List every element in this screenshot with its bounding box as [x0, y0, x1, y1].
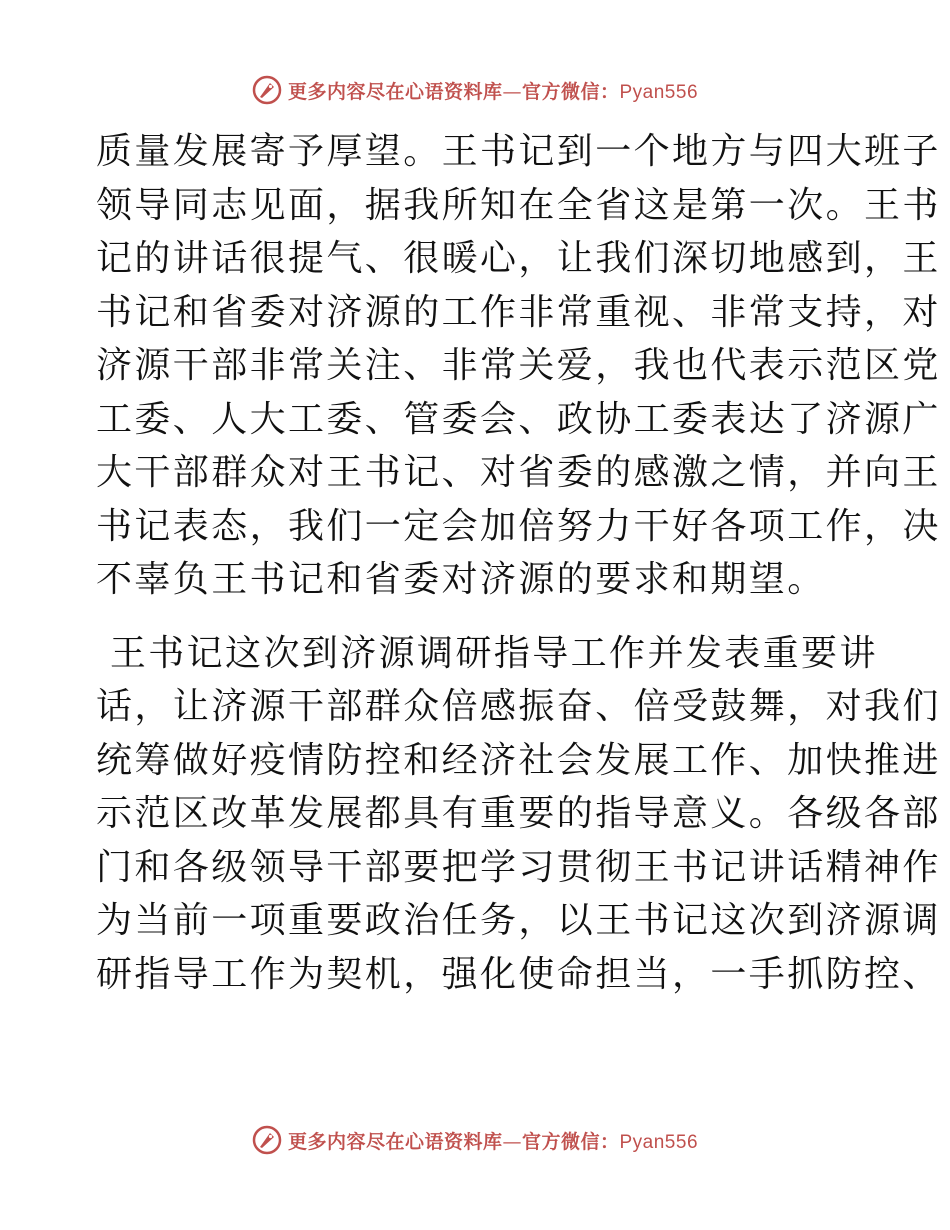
banner-wechat-label: 官方微信：: [521, 80, 620, 103]
text-line: 领导同志见面，据我所知在全省这是第一次。王书: [96, 184, 941, 226]
text-line: 质量发展寄予厚望。王书记到一个地方与四大班子: [96, 131, 941, 172]
banner-text: [288, 1127, 698, 1154]
banner-wechat-account: Pyan556: [619, 81, 699, 103]
paragraph-gap: [96, 607, 856, 627]
text-line: 示范区改革发展都具有重要的指导意义。各级各部: [96, 793, 941, 834]
paragraph-2: [96, 627, 941, 1002]
banner-text: [288, 77, 698, 104]
banner-site-text: 更多内容尽在心语资料库: [287, 1130, 503, 1153]
text-line: 王书记这次到济源调研指导工作并发表重要讲: [96, 632, 878, 674]
banner-separator: —: [502, 1130, 522, 1153]
footer-banner: [0, 1120, 950, 1160]
paragraph-1: [96, 125, 941, 607]
pen-nib-logo-icon: [252, 1125, 282, 1155]
text-line: 不辜负王书记和省委对济源的要求和期望。: [96, 559, 826, 600]
text-line: 书记和省委对济源的工作非常重视、非常支持，对: [96, 291, 941, 333]
text-line: 统筹做好疫情防控和经济社会发展工作、加快推进: [96, 739, 941, 781]
banner-wechat-account: Pyan556: [619, 1131, 699, 1153]
text-line: 济源干部非常关注、非常关爱，我也代表示范区党: [96, 345, 941, 386]
header-banner: [0, 70, 950, 110]
text-line: 研指导工作为契机，强化使命担当，一手抓防控、: [96, 953, 941, 995]
banner-wechat-label: 官方微信：: [521, 1130, 620, 1153]
banner-site-text: 更多内容尽在心语资料库: [287, 80, 503, 103]
text-line: 工委、人大工委、管委会、政协工委表达了济源广: [96, 398, 941, 440]
text-line: 书记表态，我们一定会加倍努力干好各项工作，决: [96, 505, 941, 547]
text-line: 为当前一项重要政治任务，以王书记这次到济源调: [96, 900, 941, 941]
text-line: 大干部群众对王书记、对省委的感激之情，并向王: [96, 452, 941, 493]
text-line: 话，让济源干部群众倍感振奋、倍受鼓舞，对我们: [96, 686, 941, 727]
pen-nib-logo-icon: [252, 75, 282, 105]
document-body: [96, 125, 941, 1001]
text-line: 门和各级领导干部要把学习贯彻王书记讲话精神作: [96, 846, 941, 888]
text-line: 记的讲话很提气、很暖心，让我们深切地感到，王: [96, 238, 941, 279]
banner-separator: —: [502, 80, 522, 103]
